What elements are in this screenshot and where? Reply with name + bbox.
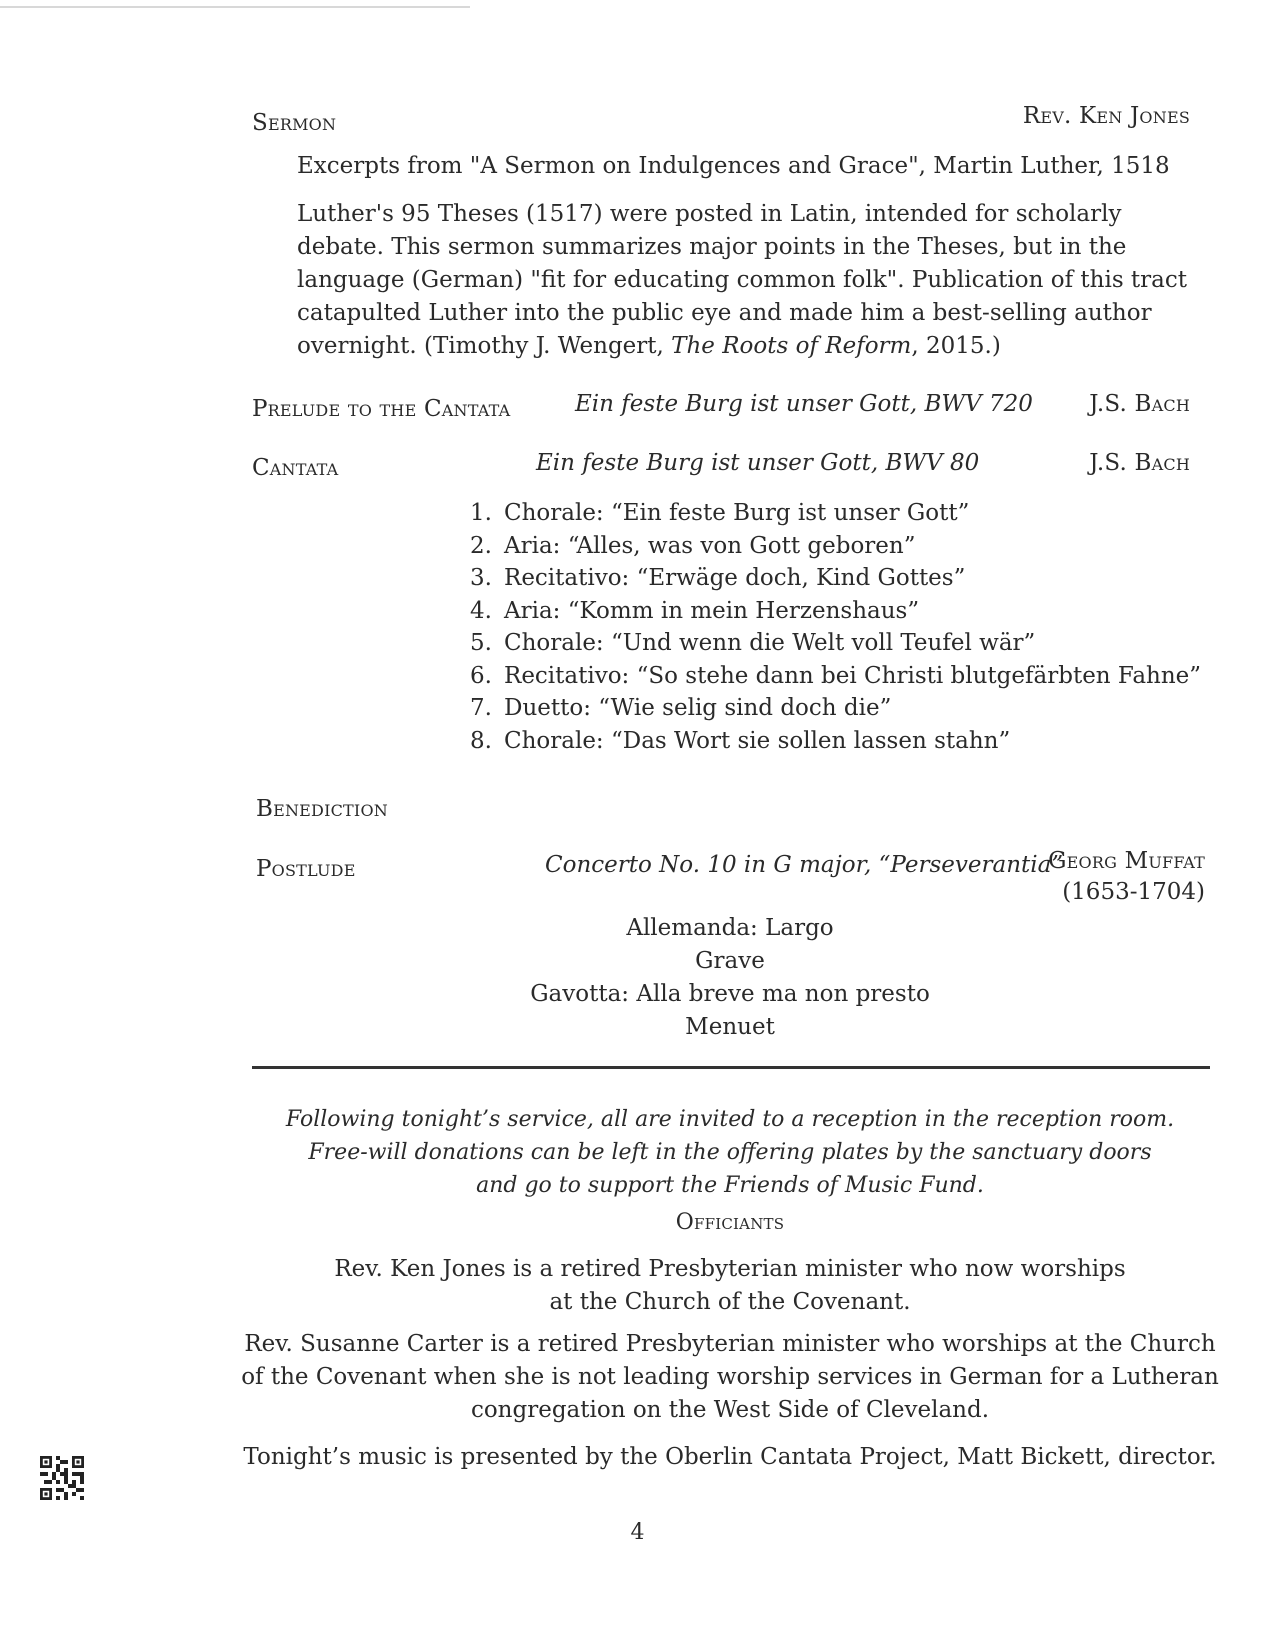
postlude-composer-dates: (1653-1704) bbox=[1062, 879, 1205, 905]
postlude-heading: Postlude bbox=[256, 856, 356, 882]
sermon-officiant: Rev. Ken Jones bbox=[1022, 103, 1190, 129]
prelude-work: Ein feste Burg ist unser Gott, BWV 720 bbox=[575, 391, 1033, 417]
postlude-composer: Georg Muffat bbox=[1048, 848, 1205, 874]
page-number: 4 bbox=[630, 1520, 645, 1545]
list-item: 1. Chorale: “Ein feste Burg ist unser Gott” bbox=[470, 500, 970, 526]
reception-notice: Following tonight’s service, all are invited to a reception in the reception room. Free-will donations can be left in the offering plates by the sanctuary doors and go to support the Friends of Music Fund. bbox=[285, 1107, 1175, 1198]
prelude-heading: Prelude to the Cantata bbox=[252, 396, 511, 422]
cantata-movement-list bbox=[470, 497, 1201, 757]
list-item: Gavotta: Alla breve ma non presto bbox=[530, 981, 930, 1007]
sermon-citation-end: , 2015.) bbox=[911, 333, 1001, 359]
list-item: 3. Recitativo: “Erwäge doch, Kind Gottes” bbox=[470, 565, 966, 591]
cantata-heading: Cantata bbox=[252, 455, 339, 481]
cantata-work: Ein feste Burg ist unser Gott, BWV 80 bbox=[536, 450, 980, 476]
sermon-excerpt: Excerpts from "A Sermon on Indulgences and Grace", Martin Luther, 1518 bbox=[297, 153, 1170, 179]
list-item: Allemanda: Largo bbox=[626, 915, 834, 941]
sermon-book-title: The Roots of Reform bbox=[671, 333, 912, 359]
list-item: 2. Aria: “Alles, was von Gott geboren” bbox=[470, 532, 916, 559]
list-item: 5. Chorale: “Und wenn die Welt voll Teufel wär” bbox=[470, 630, 1036, 656]
cantata-composer: J.S. Bach bbox=[1089, 450, 1190, 476]
benediction-heading: Benediction bbox=[256, 796, 388, 822]
list-item: 8. Chorale: “Das Wort sie sollen lassen stahn” bbox=[470, 727, 1011, 754]
officiants-heading: Officiants bbox=[675, 1210, 785, 1235]
list-item: 7. Duetto: “Wie selig sind doch die” bbox=[470, 695, 892, 721]
sermon-heading: Sermon bbox=[252, 110, 337, 136]
sermon-paragraph bbox=[297, 198, 1192, 363]
divider bbox=[252, 1066, 1210, 1069]
music-credit: Tonight’s music is presented by the Oberlin Cantata Project, Matt Bickett, director. bbox=[243, 1444, 1217, 1470]
list-item: 6. Recitativo: “So stehe dann bei Christi blutgefärbten Fahne” bbox=[470, 662, 1202, 689]
list-item: Menuet bbox=[685, 1014, 775, 1040]
ken-jones-bio: Rev. Ken Jones is a retired Presbyterian minister who now worships at the Church of the Covenant. bbox=[334, 1256, 1126, 1315]
qr-code-icon bbox=[40, 1455, 84, 1501]
list-item: Grave bbox=[695, 948, 765, 974]
list-item: 4. Aria: “Komm in mein Herzenshaus” bbox=[470, 597, 920, 624]
postlude-movement-list bbox=[440, 912, 1020, 1044]
sermon-paragraph-text: Luther's 95 Theses (1517) were posted in Latin, intended for scholarly debate. This sermon summarizes major points in the Theses, but in the language (German) "fit for educating common folk". Publication of this tract catapulted Luther into the public eye and made him a best-selling author overnight. (Timothy J. Wengert, bbox=[297, 201, 1188, 359]
susanne-carter-bio: Rev. Susanne Carter is a retired Presbyterian minister who worships at the Church of the Covenant when she is not leading worship services in German for a Lutheran congregation on the West Side of Cleveland. bbox=[241, 1331, 1219, 1423]
scan-edge-line bbox=[0, 6, 470, 8]
prelude-composer: J.S. Bach bbox=[1089, 391, 1190, 417]
postlude-work: Concerto No. 10 in G major, “Perseverantia” bbox=[545, 852, 1064, 878]
